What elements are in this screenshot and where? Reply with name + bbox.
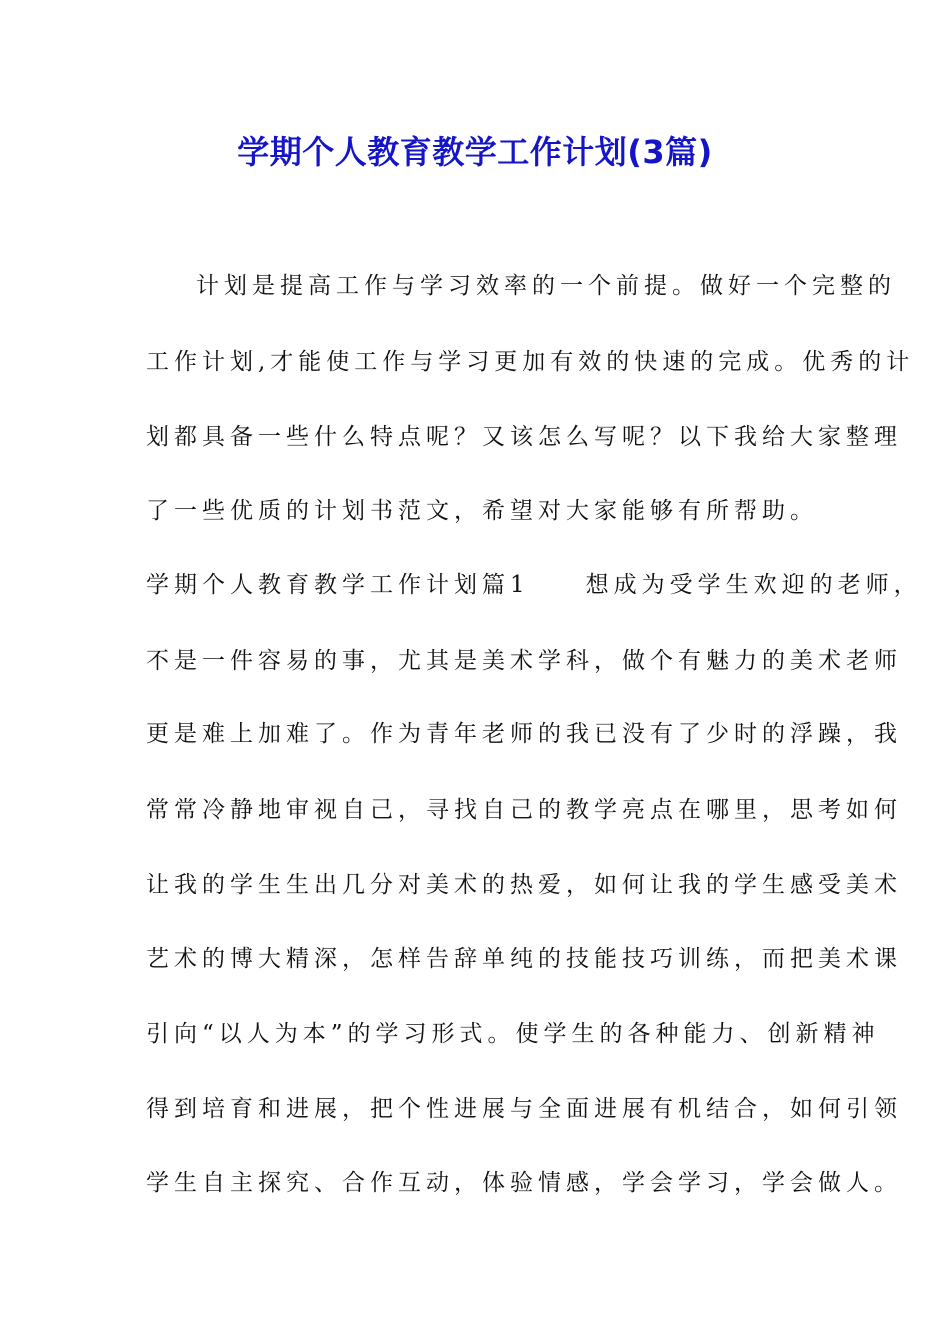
section-heading-line bbox=[146, 569, 922, 601]
body-line-6: 引向“以人为本”的学习形式。使学生的各种能力、创新精神 bbox=[146, 1021, 880, 1047]
body-line-7: 得到培育和进展，把个性进展与全面进展有机结合，如何引领 bbox=[146, 1096, 902, 1122]
body-line-3: 常常冷静地审视自己，寻找自己的教学亮点在哪里，思考如何 bbox=[146, 797, 902, 823]
body-line-4: 让我的学生生出几分对美术的热爱，如何让我的学生感受美术 bbox=[146, 872, 902, 898]
document-title: 学期个人教育教学工作计划(3篇) bbox=[237, 133, 713, 171]
section-first-text: 想成为受学生欢迎的老师， bbox=[585, 572, 922, 598]
section-heading: 学期个人教育教学工作计划篇1 bbox=[146, 572, 530, 598]
body-line-5: 艺术的博大精深，怎样告辞单纯的技能技巧训练，而把美术课 bbox=[146, 946, 902, 972]
body-line-8: 学生自主探究、合作互动，体验情感，学会学习，学会做人。 bbox=[146, 1170, 902, 1196]
intro-line-2: 工作计划,才能使工作与学习更加有效的快速的完成。优秀的计 bbox=[146, 349, 915, 375]
intro-line-1: 计划是提高工作与学习效率的一个前提。做好一个完整的 bbox=[196, 273, 896, 299]
intro-line-4: 了一些优质的计划书范文，希望对大家能够有所帮助。 bbox=[146, 498, 818, 524]
body-line-2: 更是难上加难了。作为青年老师的我已没有了少时的浮躁，我 bbox=[146, 721, 902, 747]
body-line-1: 不是一件容易的事，尤其是美术学科，做个有魅力的美术老师 bbox=[146, 648, 902, 674]
intro-line-3: 划都具备一些什么特点呢？又该怎么写呢？以下我给大家整理 bbox=[146, 424, 902, 450]
